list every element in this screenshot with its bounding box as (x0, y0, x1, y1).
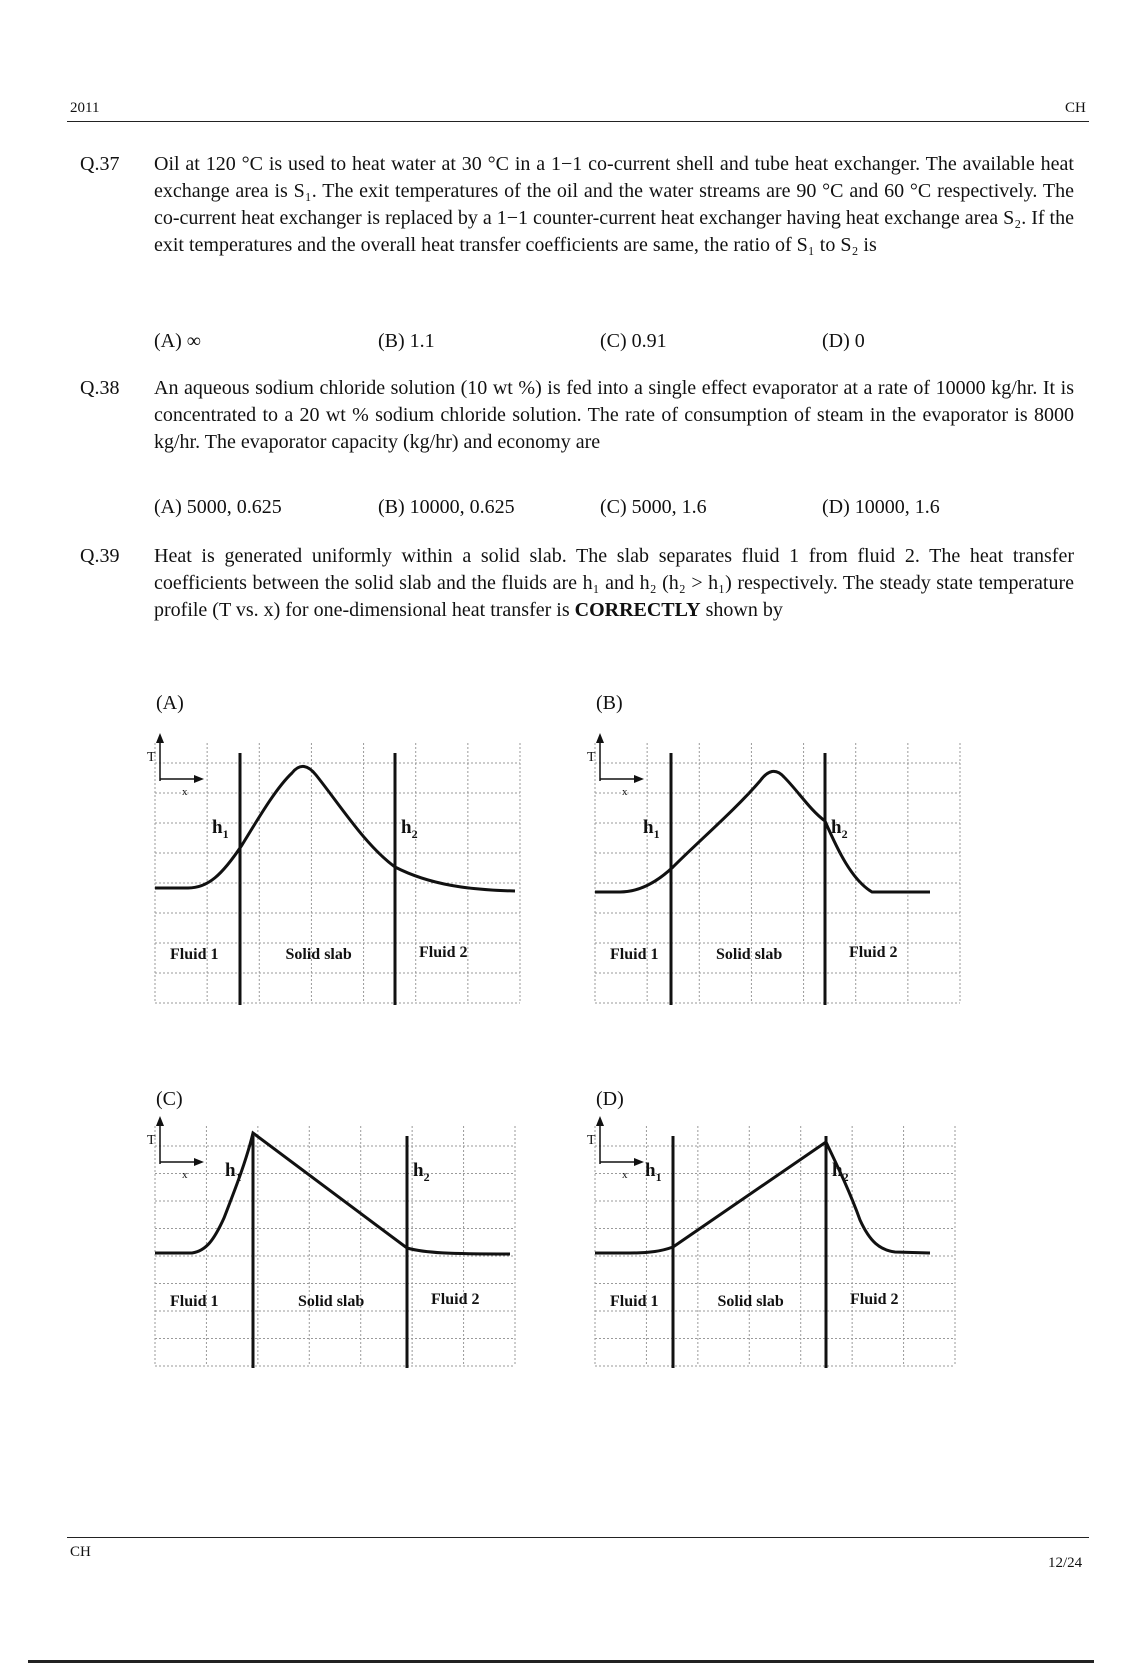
arrow-up-icon (596, 1116, 604, 1126)
region-label-fluid-1: Fluid 1 (610, 946, 659, 963)
page-number: 12/24 (1048, 1555, 1083, 1571)
option-c: (C) 5000, 1.6 (600, 496, 707, 518)
temperature-profile-curve (155, 766, 515, 891)
temperature-profile-figure-a (147, 725, 560, 1025)
h1-label: $h_1$ (645, 1160, 662, 1184)
question-text: An aqueous sodium chloride solution (10 wt %) is fed into a single effect evaporator at a rate of 10000 kg/hr. It is concentrated to a 20 wt % sodium chloride solution. The rate of consumption of steam in the evaporator is 8000 kg/hr. The evaporator capacity (kg/hr) and economy are (154, 377, 1074, 453)
axis-label-x: x (182, 1169, 188, 1181)
header-year: 2011 (70, 100, 100, 116)
arrow-right-icon (634, 775, 644, 783)
h2-label: $h_2$ (401, 817, 418, 841)
h2-label: $h_2$ (832, 1160, 849, 1184)
temperature-profile-figure-c (147, 1120, 560, 1420)
h2-label: $h_2$ (413, 1160, 430, 1184)
question-text-emphasis: CORRECTLY (574, 599, 701, 621)
option-b: (B) 10000, 0.625 (378, 496, 515, 518)
axis-label-t: T (587, 750, 596, 765)
h2-subscript: 2 (411, 827, 418, 841)
figure-label-b: (B) (596, 692, 623, 714)
h1-label: $h_1$ (212, 817, 229, 841)
axis-label-t: T (147, 750, 156, 765)
question-number: Q.37 (80, 153, 120, 175)
temperature-profile-figure-b (587, 725, 1000, 1025)
option-b: (B) 1.1 (378, 330, 435, 352)
region-label-fluid-2: Fluid 2 (419, 944, 468, 961)
arrow-right-icon (194, 775, 204, 783)
header-rule (67, 121, 1089, 122)
footer-rule (67, 1537, 1089, 1538)
arrow-up-icon (156, 733, 164, 743)
region-label-solid-slab: Solid slab (285, 946, 352, 963)
arrow-right-icon (634, 1158, 644, 1166)
region-label-fluid-2: Fluid 2 (849, 944, 898, 961)
option-a: (A) ∞ (154, 330, 202, 352)
figure-label-d: (D) (596, 1088, 624, 1110)
axis-label-t: T (587, 1133, 596, 1148)
option-d: (D) 10000, 1.6 (822, 496, 940, 518)
axis-label-x: x (622, 786, 628, 798)
h2-subscript: 2 (423, 1170, 430, 1184)
h1-subscript: 1 (235, 1170, 242, 1184)
question-text-part: shown by (700, 599, 783, 621)
temperature-profile-curve (155, 1133, 510, 1254)
question-text (154, 543, 1074, 624)
h1-label: $h_1$ (643, 817, 660, 841)
h1-label: $h_1$ (225, 1160, 242, 1184)
question-number: Q.39 (80, 545, 120, 567)
h1-subscript: 1 (222, 827, 229, 841)
region-label-solid-slab: Solid slab (717, 1293, 784, 1310)
option-c: (C) 0.91 (600, 330, 667, 352)
region-label-fluid-2: Fluid 2 (431, 1291, 480, 1308)
region-label-fluid-1: Fluid 1 (170, 946, 219, 963)
figure-label-c: (C) (156, 1088, 183, 1110)
region-label-solid-slab: Solid slab (716, 946, 783, 963)
region-label-fluid-2: Fluid 2 (850, 1291, 899, 1308)
axis-label-x: x (622, 1169, 628, 1181)
arrow-up-icon (156, 1116, 164, 1126)
region-label-fluid-1: Fluid 1 (170, 1293, 219, 1310)
axis-label-t: T (147, 1133, 156, 1148)
option-d: (D) 0 (822, 330, 865, 352)
axis-label-x: x (182, 786, 188, 798)
h2-subscript: 2 (842, 1170, 849, 1184)
question-text-part: Heat is generated uniformly within a solid slab. The slab separates fluid 1 from fluid 2. The heat transfer coefficients between the solid slab and the fluids are h₁ and h₂ (h₂ > h₁) respectively. The steady state temperature profile (T vs. x) for one-dimensional heat transfer is (154, 545, 1074, 621)
h2-subscript: 2 (841, 827, 848, 841)
h1-subscript: 1 (655, 1170, 662, 1184)
h1-subscript: 1 (653, 827, 660, 841)
footer-paper-code: CH (70, 1544, 91, 1560)
h2-label: $h_2$ (831, 817, 848, 841)
arrow-up-icon (596, 733, 604, 743)
question-text: Oil at 120 °C is used to heat water at 30 °C in a 1−1 co-current shell and tube heat exchanger. The available heat exchange area is S₁. The exit temperatures of the oil and the water streams are 90 °C and 60 °C respectively. The co-current heat exchanger is replaced by a 1−1 counter-current heat exchanger having heat exchange area S₂. If the exit temperatures and the overall heat transfer coefficients are same, the ratio of S₁ to S₂ is (154, 153, 1074, 256)
temperature-profile-curve (595, 1142, 930, 1253)
page-bottom-border (28, 1660, 1094, 1663)
figure-label-a: (A) (156, 692, 184, 714)
arrow-right-icon (194, 1158, 204, 1166)
region-label-fluid-1: Fluid 1 (610, 1293, 659, 1310)
option-a: (A) 5000, 0.625 (154, 496, 282, 518)
temperature-profile-figure-d (587, 1120, 1000, 1420)
question-number: Q.38 (80, 377, 120, 399)
header-paper-code: CH (1065, 100, 1086, 116)
region-label-solid-slab: Solid slab (298, 1293, 365, 1310)
